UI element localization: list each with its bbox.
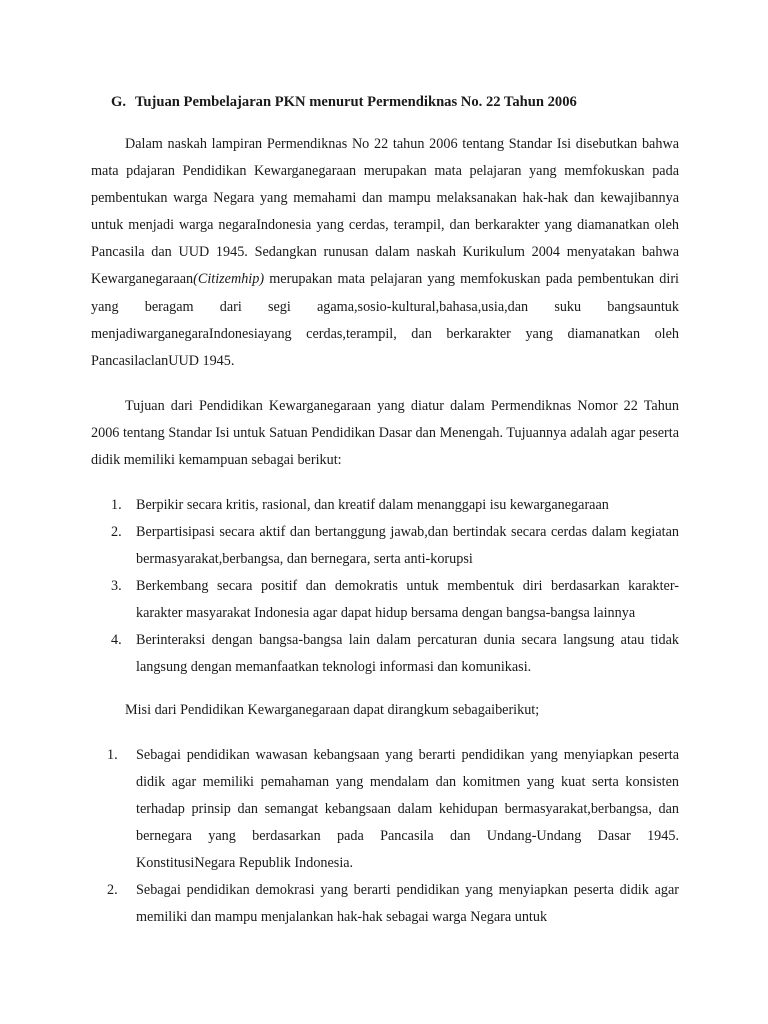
goal-item [91,573,679,627]
mission-number: 1. [107,747,118,764]
intro-text-before: Dalam naskah lampiran Permendiknas No 22 tahun 2006 tentang Standar Isi disebutkan bahwa mata pdajaran Pendidikan Kewarganegaraan merupakan mata pelajaran yang memfokuskan pada pembentukan warga Negara yang memahami dan mampu melaksanakan hak-hak dan kewajibannya untuk menjadi warga negaraIndonesia yang cerdas, terampil, dan berkarakter yang diamanatkan oleh Pancasila dan UUD 1945. Sedangkan runusan dalam naskah Kurikulum 2004 menyatakan bahwa Kewarganegaraan [91,136,679,288]
mission-number: 2. [107,882,118,899]
goal-text: Berpartisipasi secara aktif dan bertanggung jawab,dan bertindak secara cerdas dalam kegiatan bermasyarakat,berbangsa, dan bernegara, serta anti-korupsi [136,524,679,568]
goal-item [91,627,679,681]
citizenship-term: (Citizemhip) [193,271,265,288]
section-title: Tujuan Pembelajaran PKN menurut Permendiknas No. 22 Tahun 2006 [135,94,577,110]
mission-text: Sebagai pendidikan wawasan kebangsaan yang berarti pendidikan yang menyiapkan peserta didik agar memiliki pemahaman yang mendalam dan komitmen yang kuat serta konsisten terhadap prinsip dan semangat kebangsaan dalam kehidupan bermasyarakat,berbangsa, dan bernegara yang berdasarkan pada Pancasila dan Undang-Undang Dasar 1945. KonstitusiNegara Republik Indonesia. [136,747,679,872]
mission-item [91,742,679,877]
mission-list [91,742,679,931]
goal-item [91,492,679,519]
mission-item [91,877,679,931]
goal-item [91,519,679,573]
mission-text: Sebagai pendidikan demokrasi yang berarti pendidikan yang menyiapkan peserta didik agar memiliki dan mampu menjalankan hak-hak sebagai warga Negara untuk [136,882,679,926]
goal-text: Berkembang secara positif dan demokratis untuk membentuk diri berdasarkan karakter-karakter masyarakat Indonesia agar dapat hidup bersama dengan bangsa-bangsa lainnya [136,578,679,622]
goal-number: 2. [111,524,122,541]
goal-text: Berinteraksi dengan bangsa-bangsa lain dalam percaturan dunia secara langsung atau tidak langsung dengan memanfaatkan teknologi informasi dan komunikasi. [136,632,679,676]
goals-intro-paragraph: Tujuan dari Pendidikan Kewarganegaraan yang diatur dalam Permendiknas Nomor 22 Tahun 2006 tentang Standar Isi untuk Satuan Pendidikan Dasar dan Menengah. Tujuannya adalah agar peserta didik memiliki kemampuan sebagai berikut: [91,397,679,469]
mission-intro-paragraph: Misi dari Pendidikan Kewarganegaraan dapat dirangkum sebagaiberikut; [125,702,540,719]
goals-list [91,492,679,681]
intro-paragraph [91,131,679,375]
goal-number: 3. [111,578,122,595]
goal-text: Berpikir secara kritis, rasional, dan kreatif dalam menanggapi isu kewarganegaraan [136,497,609,514]
goal-number: 1. [111,497,122,514]
section-heading [111,93,679,111]
goal-number: 4. [111,632,122,649]
intro-text-after: merupakan mata pelajaran yang memfokuskan pada pembentukan diri yang beragam dari segi agama,sosio-kultural,bahasa,usia,dan suku bangsauntuk menjadiwarganegaraIndonesiayang cerdas,terampil, dan berkarakter yang diamanatkan oleh PancasilaclanUUD 1945. [91,271,679,369]
section-letter: G. [111,94,126,110]
